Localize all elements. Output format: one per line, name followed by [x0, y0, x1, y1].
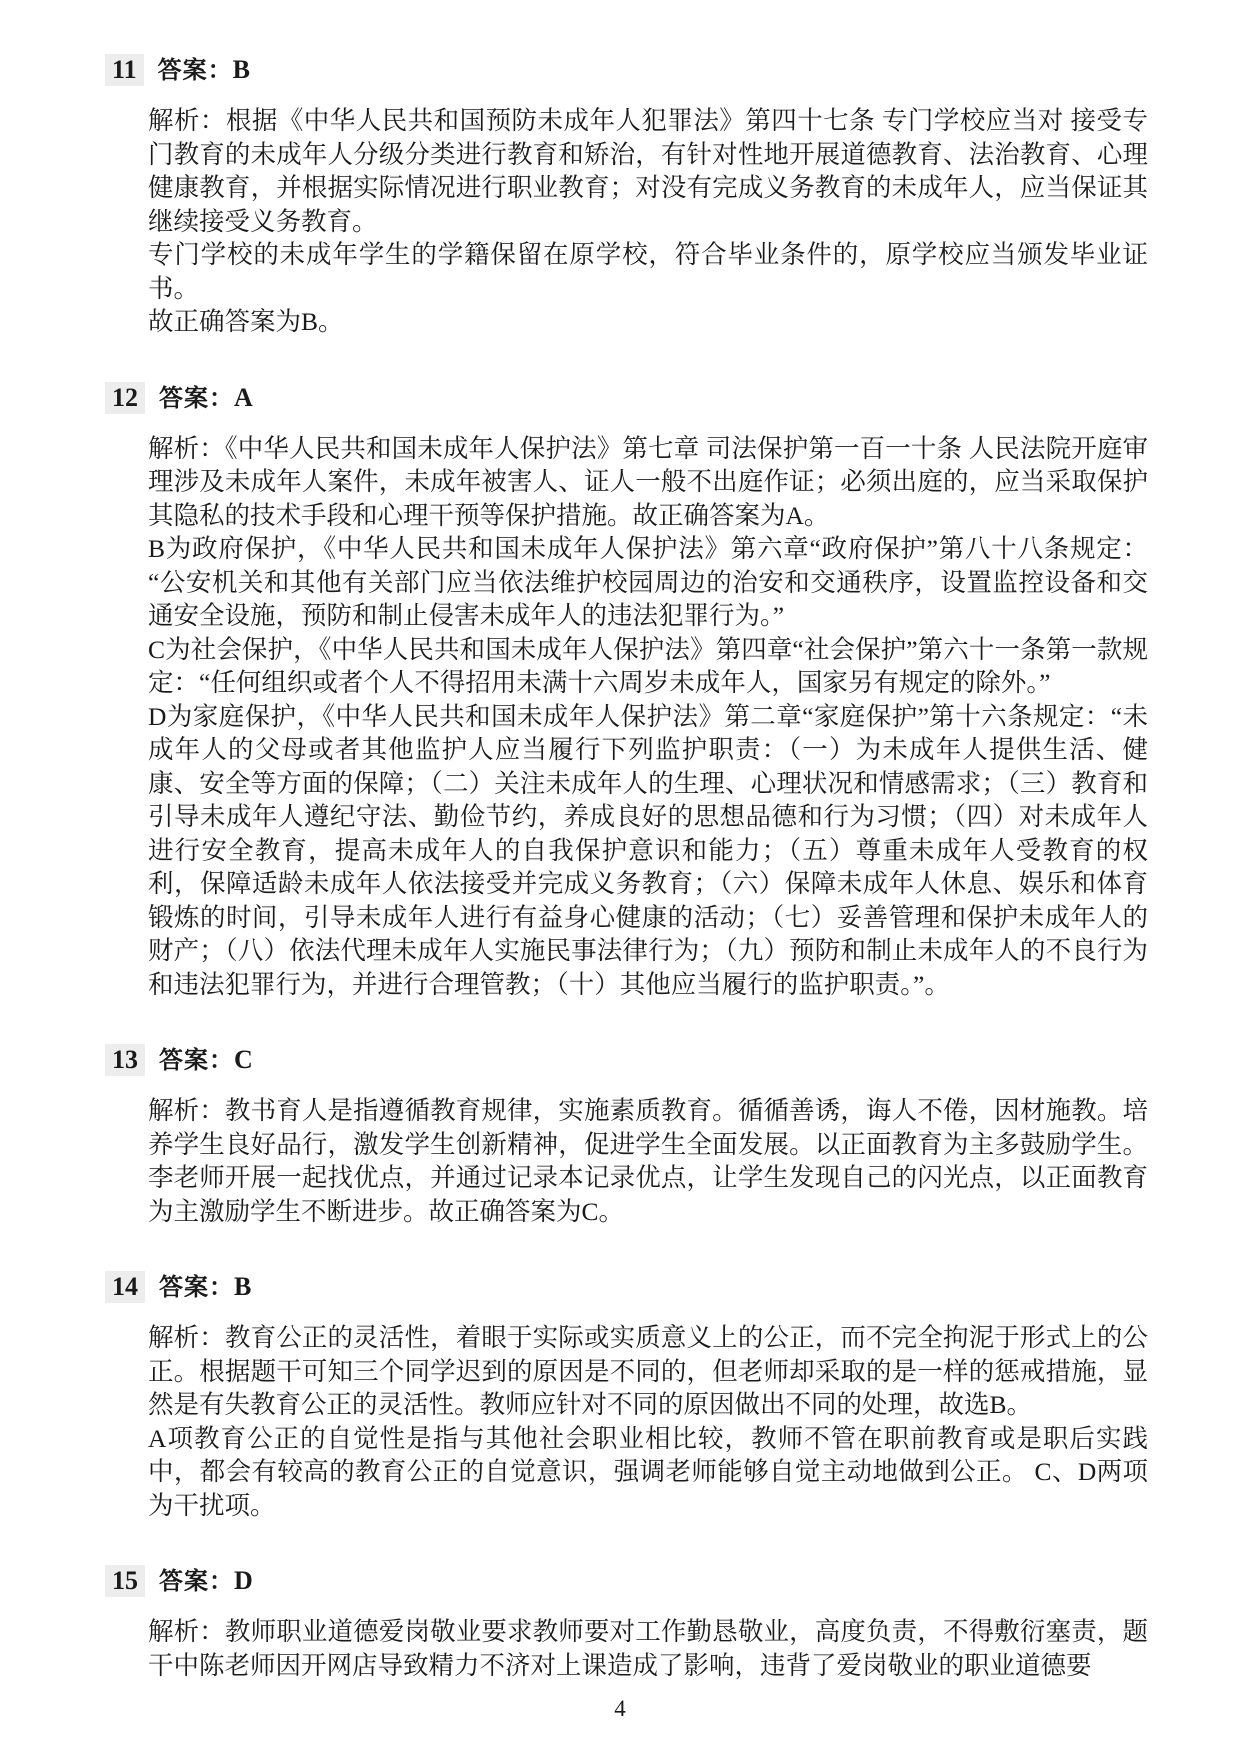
explanation-paragraph: 解析：《中华人民共和国未成年人保护法》第七章 司法保护第一百一十条 人民法院开庭审理涉及未成年人案件，未成年被害人、证人一般不出庭作证；必须出庭的，应当采取保护其隐私的技术手段和心理干预等保护措施。故正确答案为A。: [148, 433, 1148, 530]
answer-line: [158, 54, 251, 87]
question-number: 15: [105, 1565, 145, 1597]
question-number: 12: [105, 382, 145, 414]
answer-letter: B: [234, 1272, 253, 1301]
explanation-body: [148, 432, 1148, 1002]
explanation-paragraph: A项教育公正的自觉性是指与其他社会职业相比较，教师不管在职前教育或是职后实践中，都会有较高的教育公正的自觉意识，强调老师能够自觉主动地做到公正。 C、D两项为干扰项。: [148, 1423, 1148, 1520]
explanation-paragraph: 解析：教育公正的灵活性，着眼于实际或实质意义上的公正，而不完全拘泥于形式上的公正。根据题干可知三个同学迟到的原因是不同的，但老师却采取的是一样的惩戒措施，显然是有失教育公正的灵活性。教师应针对不同的原因做出不同的处理，故选B。: [148, 1323, 1148, 1419]
answer-label: 答案：: [159, 1275, 234, 1301]
answer-letter: A: [234, 382, 254, 412]
question-number: 13: [105, 1044, 145, 1076]
question-number: 14: [105, 1271, 145, 1303]
answer-item: [105, 1565, 1148, 1682]
explanation-paragraph: 故正确答案为B。: [148, 307, 344, 336]
answer-line: [159, 1044, 254, 1077]
answer-item: [105, 1271, 1148, 1522]
answer-heading: [105, 1565, 1148, 1598]
explanation-body: [148, 1094, 1148, 1228]
answer-label: 答案：: [159, 385, 234, 412]
explanation-body: [148, 104, 1148, 339]
answer-item: [105, 382, 1148, 1002]
explanation-body: [148, 1321, 1148, 1522]
answer-label: 答案：: [159, 1569, 234, 1595]
answer-heading: [105, 382, 1148, 415]
page-number: 4: [614, 1696, 626, 1721]
answer-line: [159, 382, 254, 415]
answer-label: 答案：: [157, 58, 233, 84]
answer-list: [105, 54, 1148, 1682]
answer-line: [159, 1565, 254, 1598]
answer-heading: [105, 54, 1148, 87]
answer-item: [105, 54, 1148, 339]
explanation-paragraph: D为家庭保护，《中华人民共和国未成年人保护法》第二章“家庭保护”第十六条规定：“未成年人的父母或者其他监护人应当履行下列监护职责：（一）为未成年人提供生活、健康、安全等方面的保障；（二）关注未成年人的生理、心理状况和情感需求；（三）教育和引导未成年人遵纪守法、勤俭节约，养成良好的思想品德和行为习惯；（四）对未成年人进行安全教育，提高未成年人的自我保护意识和能力；（五）尊重未成年人受教育的权利，保障适龄未成年人依法接受并完成义务教育；（六）保障未成年人休息、娱乐和体育锻炼的时间，引导未成年人进行有益身心健康的活动；（七）妥善管理和保护未成年人的财产；（八）依法代理未成年人实施民事法律行为；（九）预防和制止未成年人的不良行为和违法犯罪行为，并进行合理管教；（十）其他应当履行的监护职责。”。: [148, 701, 1148, 999]
answer-item: [105, 1044, 1148, 1228]
explanation-paragraph: 解析：教师职业道德爱岗敬业要求教师要对工作勤恳敬业，高度负责，不得敷衍塞责，题干中陈老师因开网店导致精力不济对上课造成了影响，违背了爱岗敬业的职业道德要: [148, 1617, 1148, 1680]
answer-heading: [105, 1271, 1148, 1304]
explanation-paragraph: 解析：根据《中华人民共和国预防未成年人犯罪法》第四十七条 专门学校应当对 接受专门教育的未成年人分级分类进行教育和矫治，有针对性地开展道德教育、法治教育、心理健康教育，并根据实际情况进行职业教育；对没有完成义务教育的未成年人，应当保证其继续接受义务教育。: [148, 106, 1148, 236]
answer-letter: D: [234, 1566, 254, 1595]
explanation-paragraph: C为社会保护，《中华人民共和国未成年人保护法》第四章“社会保护”第六十一条第一款规定：“任何组织或者个人不得招用未满十六周岁未成年人，国家另有规定的除外。”: [148, 634, 1148, 697]
explanation-body: [148, 1615, 1148, 1682]
answer-letter: B: [232, 55, 251, 84]
answer-letter: C: [234, 1045, 254, 1074]
explanation-paragraph: 解析：教书育人是指遵循教育规律，实施素质教育。循循善诱，诲人不倦，因材施教。培养学生良好品行，激发学生创新精神，促进学生全面发展。以正面教育为主多鼓励学生。李老师开展一起找优点，并通过记录本记录优点，让学生发现自己的闪光点，以正面教育为主激励学生不断进步。故正确答案为C。: [148, 1096, 1148, 1226]
answer-line: [159, 1271, 252, 1304]
question-number: 11: [105, 54, 144, 86]
answer-heading: [105, 1044, 1148, 1077]
answer-label: 答案：: [159, 1048, 234, 1074]
explanation-paragraph: 专门学校的未成年学生的学籍保留在原学校，符合毕业条件的，原学校应当颁发毕业证书。: [148, 240, 1148, 303]
explanation-paragraph: B为政府保护，《中华人民共和国未成年人保护法》第六章“政府保护”第八十八条规定：“公安机关和其他有关部门应当依法维护校园周边的治安和交通秩序，设置监控设备和交通安全设施，预防和制止侵害未成年人的违法犯罪行为。”: [148, 534, 1148, 630]
